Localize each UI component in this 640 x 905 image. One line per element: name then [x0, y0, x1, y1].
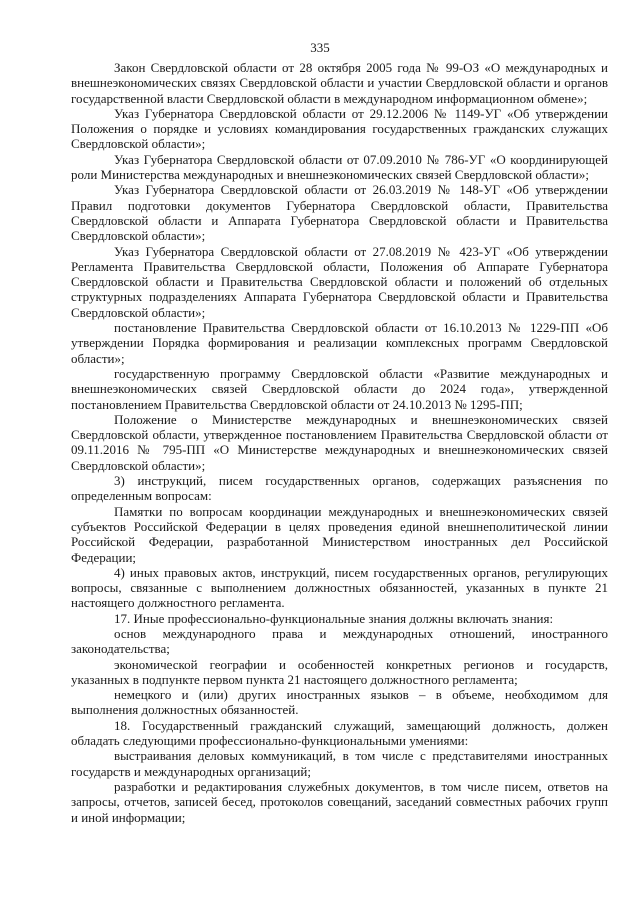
paragraph-state-program: государственную программу Свердловской области «Развитие международных и внешнеэкономических связей Свердловской области до 2024 года», утвержденной постановлением Правительства Свердловской области от 24.10.2013 № 1295-ПП; — [71, 365, 608, 412]
paragraph-section-17: 17. Иные профессионально-функциональные знания должны включать знания: — [114, 610, 554, 626]
paragraph-item-3: 3) инструкций, писем государственных органов, содержащих разъяснения по определенным вопросам: — [71, 473, 608, 504]
paragraph-document-drafting: разработки и редактирования служебных документов, в том числе писем, ответов на запросы, отчетов, записей бесед, протоколов совещаний, заседаний совместных рабочих групп и иной информации; — [71, 778, 608, 825]
paragraph-decree-148: Указ Губернатора Свердловской области от 26.03.2019 № 148-УГ «Об утверждении Правил подготовки документов Губернатора Свердловской области, Правительства Свердловской области и Аппарата Губернатора Свердловской области и Правительства Свердловской области»; — [71, 182, 608, 244]
paragraph-resolution-1229: постановление Правительства Свердловской области от 16.10.2013 № 1229-ПП «Об утверждении Порядка формирования и реализации комплексных программ Свердловской области»; — [71, 320, 608, 366]
paragraph-ministry-regulation: Положение о Министерстве международных и внешнеэкономических связей Свердловской области, утвержденное постановлением Правительства Свердловской области от 09.11.2016 № 795-ПП «О Министерстве международных и внешнеэкономических связей Свердловской области»; — [71, 411, 608, 473]
paragraph-decree-786: Указ Губернатора Свердловской области от 07.09.2010 № 786-УГ «О координирующей роли Министерства международных и внешнеэкономических связей Свердловской области»; — [71, 151, 608, 183]
document-body — [71, 60, 608, 825]
paragraph-decree-1149: Указ Губернатора Свердловской области от 29.12.2006 № 1149-УГ «Об утверждении Положения о порядке и условиях командирования государственных гражданских служащих Свердловской области»; — [71, 105, 608, 152]
paragraph-law-99-oz: Закон Свердловской области от 28 октября 2005 года № 99-ОЗ «О международных и внешнеэкономических связях Свердловской области и участии Свердловской области и органов государственной власти Свердловской области в международном информационном обмене»; — [71, 60, 608, 106]
paragraph-section-18: 18. Государственный гражданский служащий, замещающий должность, должен обладать следующими профессионально-функциональными умениями: — [71, 717, 608, 749]
paragraph-item-4: 4) иных правовых актов, инструкций, писем государственных органов, регулирующих вопросы, связанные с выполнением должностных обязанностей, указанных в пункте 21 настоящего должностного регламента. — [71, 564, 608, 611]
paragraph-memo: Памятки по вопросам координации международных и внешнеэкономических связей субъектов Российской Федерации в целях проведения единой внешнеполитической линии Российской Федерации, разработанной Министерством иностранных дел Российской Федерации; — [71, 503, 608, 565]
paragraph-decree-423: Указ Губернатора Свердловской области от 27.08.2019 № 423-УГ «Об утверждении Регламента Правительства Свердловской области, Положения об Аппарате Губернатора Свердловской области и Правительства Свердловской области и положений об отдельных структурных подразделениях Аппарата Губернатора Свердловской области и Правительства Свердловской области»; — [71, 243, 608, 320]
paragraph-languages: немецкого и (или) других иностранных языков – в объеме, необходимом для выполнения должностных обязанностей. — [71, 687, 608, 718]
paragraph-business-communications: выстраивания деловых коммуникаций, в том числе с представителями иностранных государств и международных организаций; — [71, 748, 608, 779]
page-number: 335 — [310, 40, 330, 55]
paragraph-international-law: основ международного права и международных отношений, иностранного законодательства; — [71, 625, 608, 657]
paragraph-economic-geography: экономической географии и особенностей конкретных регионов и государств, указанных в подпункте первом пункта 21 настоящего должностного регламента; — [71, 656, 608, 687]
